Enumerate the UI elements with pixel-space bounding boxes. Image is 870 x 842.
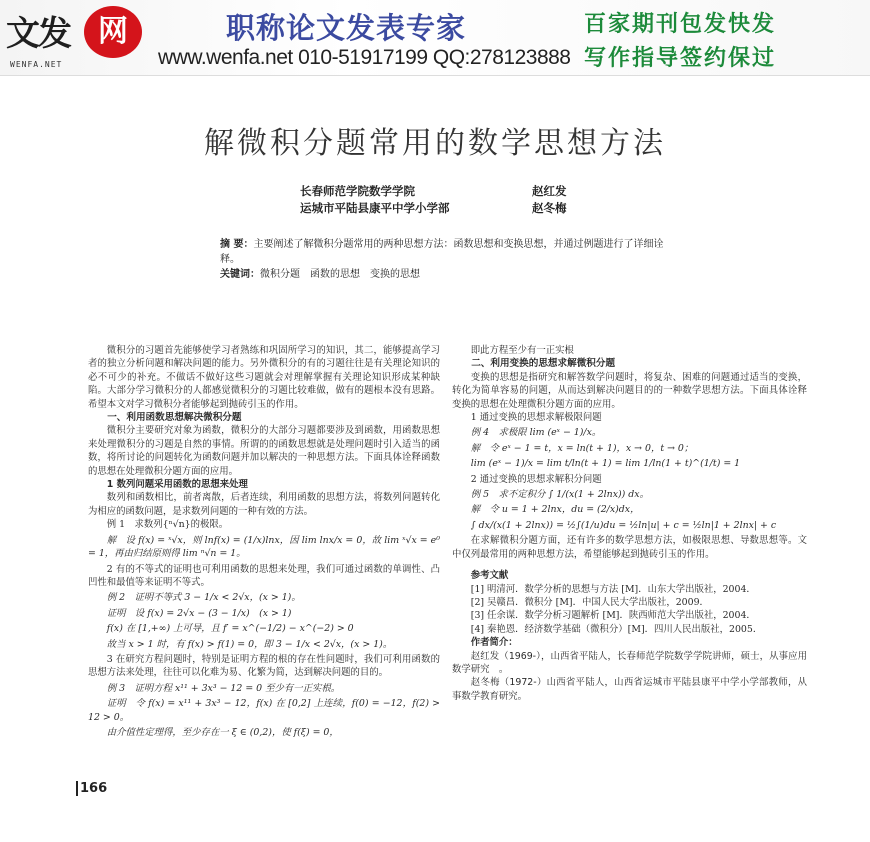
subsection-heading: 2 通过变换的思想求解积分问题 xyxy=(470,473,602,485)
keywords xyxy=(192,267,682,282)
author-bio-heading: 作者简介： xyxy=(470,637,518,649)
banner-slogan: 职称论文发表专家 xyxy=(226,11,467,45)
reference-item: [2] 吴赣昌．微积分 [M]．中国人民大学出版社，2009． xyxy=(470,596,709,608)
abstract-block xyxy=(192,237,682,282)
section-heading-1: 一、利用函数思想解决微积分题 xyxy=(107,412,242,424)
abstract-text: 主要阐述了解微积分题常用的两种思想方法：函数思想和变换思想，并通过例题进行了详细诠释。 xyxy=(220,239,664,265)
solution-5-equation: ∫ dx/(x(1 + 2lnx)) = ½∫(1/u)du = ½ln|u| + c = ½ln|1 + 2lnx| + c xyxy=(470,519,777,531)
paragraph: 微积分主要研究对象为函数，微积分的大部分习题都要涉及到函数，用函数思想来处理微积分的习题是自然的事情。所谓的的函数思想就是处理问题时引入适当的函数，将所讨论的问题转化为函数问题并加以解决的一种思想方法。下面具体诠释函数的思想在处理微积分题方面的应用。 xyxy=(88,425,440,477)
example-5: 例 5 求不定积分 ∫ 1/(x(1 + 2lnx)) dx。 xyxy=(470,489,649,501)
logo-mark: 网 xyxy=(84,6,142,58)
solution-4-equation: lim (eˣ − 1)/x = lim t/ln(t + 1) = lim 1/ln(1 + t)^(1/t) = 1 xyxy=(470,458,741,470)
keywords-label: 关键词： xyxy=(220,269,260,280)
wenfa-logo[interactable] xyxy=(6,4,156,70)
right-column xyxy=(452,344,807,703)
paragraph: 在求解微积分题方面，还有许多的数学思想方法，如极限思想、导数思想等。文中仅列最常用的两种思想方法，希望能够起到抛砖引玉的作用。 xyxy=(452,535,807,560)
subsection-3: 3 在研究方程问题时，特别是证明方程的根的存在性问题时，我们可利用函数的思想方法来处理，往往可以化难为易、化繁为简，达到解决问题的目的。 xyxy=(88,653,440,679)
author-affiliation: 运城市平陆县康平中学小学部 xyxy=(300,201,450,215)
right-slogan-line1: 百家期刊包发快发 xyxy=(584,12,777,37)
author-name: 赵冬梅 xyxy=(532,201,567,215)
author-block xyxy=(300,183,567,217)
abstract-label: 摘 要： xyxy=(220,239,254,250)
author-name: 赵红发 xyxy=(532,184,567,198)
subsection-2: 2 有的不等式的证明也可利用函数的思想来处理，我们可通过函数的单调性、凸凹性和最值等来证明不等式。 xyxy=(88,563,440,588)
logo-subtitle: WENFA.NET xyxy=(10,60,63,69)
header-banner xyxy=(0,0,870,76)
example-3: 例 3 证明方程 x¹¹ + 3x³ − 12 = 0 至少有一正实根。 xyxy=(106,682,341,694)
example-2: 例 2 证明不等式 3 − 1/x < 2√x，(x > 1)。 xyxy=(106,592,301,604)
logo-text: 文发 xyxy=(6,14,70,54)
author-bio: 赵红发（1969-），山西省平陆人，长春师范学院数学学院讲师，硕士，从事应用数学研究 。 xyxy=(452,650,807,675)
paragraph: 故当 x > 1 时，有 f(x) > f(1) = 0，即 3 − 1/x < 2√x，(x > 1)。 xyxy=(106,638,393,650)
keywords-text: 微积分题 函数的思想 变换的思想 xyxy=(260,269,420,280)
page-number: 166 xyxy=(76,781,107,796)
reference-item: [1] 明清河．数学分析的思想与方法 [M]．山东大学出版社，2004． xyxy=(470,583,756,595)
proof-2: 证明 设 f(x) = 2√x − (3 − 1/x) (x > 1) xyxy=(106,607,292,619)
intro-paragraph: 微积分的习题首先能够使学习者熟练和巩固所学习的知识，其二，能够提高学习者的独立分析问题和解决问题的能力。另外微积分的有的习题往往是有关理论知识的必不可少的补充。不做话不做好这些习题就会对理解掌握有关理论知识形成某种缺陷。大部分学习微积分的人都感觉微积分的习题比较难做，做有的题根本没有思路。希望本文对学习微积分者能够起到抛砖引玉的作用。 xyxy=(88,345,440,410)
paragraph: 变换的思想是指研究和解答数学问题时，将复杂、困难的问题通过适当的变换，转化为简单容易的问题，从而达到解决问题目的的一种数学思想方法。下面具体诠释变换的思想在处理微积分题方面的应用。 xyxy=(452,371,807,410)
section-heading-2: 二、利用变换的思想求解微积分题 xyxy=(471,358,616,370)
spacer xyxy=(452,561,807,569)
author-affiliation: 长春师范学院数学学院 xyxy=(300,184,415,198)
paper-title: 解微积分题常用的数学思想方法 xyxy=(204,126,666,161)
author-bio: 赵冬梅（1972-）山西省平陆人，山西省运城市平陆县康平中学小学部教师，从事数学教育研究。 xyxy=(452,677,807,702)
solution-1: 解 设 f(x) = ˣ√x，则 lnf(x) = (1/x)lnx，因 lim lnx/x = 0，故 lim ˣ√x = e⁰ = 1，再由归结原则得 lim ⁿ√n = 1。 xyxy=(88,534,440,560)
proof-3: 证明 令 f(x) = x¹¹ + 3x³ − 12，f(x) 在 [0,2] 上连续，f(0) = −12，f(2) > 12 > 0。 xyxy=(88,698,440,723)
banner-right-slogan xyxy=(584,8,776,76)
paragraph: 由介值性定理得，至少存在一 ξ ∈ (0,2)，使 f(ξ) = 0， xyxy=(106,726,339,738)
paragraph: f(x) 在 [1,+∞) 上可导，且 f′ = x^(−1/2) − x^(−2) > 0 xyxy=(106,623,354,635)
subsection-heading: 1 通过变换的思想求解极限问题 xyxy=(470,412,602,424)
abstract xyxy=(192,237,682,267)
author-row xyxy=(300,200,567,217)
paragraph: 数列和函数相比，前者离散，后者连续，利用函数的思想方法，将数列问题转化为相应的函数问题，是求数列问题的一种有效的方法。 xyxy=(88,492,440,517)
solution-4: 解 令 eˣ − 1 = t，x = ln(t + 1)，x → 0，t → 0； xyxy=(470,442,694,454)
paragraph: 即此方程至少有一正实根 xyxy=(470,345,574,356)
author-row xyxy=(300,183,567,200)
example-1: 例 1 求数列{ⁿ√n}的极限。 xyxy=(106,519,229,531)
left-column xyxy=(88,344,440,741)
example-4: 例 4 求极限 lim (eˣ − 1)/x。 xyxy=(470,427,602,439)
subsection-heading: 1 数列问题采用函数的思想来处理 xyxy=(106,479,248,491)
solution-5: 解 令 u = 1 + 2lnx，du = (2/x)dx， xyxy=(470,504,640,516)
right-slogan-line2: 写作指导签约保过 xyxy=(584,46,777,71)
banner-contact[interactable]: www.wenfa.net 010-51917199 QQ:278123888 xyxy=(158,46,571,69)
reference-item: [4] 秦艳恩．经济数学基础（微积分）[M]．四川人民出版社，2005． xyxy=(470,623,763,635)
reference-item: [3] 任余谋．数学分析习题解析 [M]．陕西师范大学出版社，2004． xyxy=(470,610,756,622)
references-heading: 参考文献 xyxy=(470,570,509,582)
